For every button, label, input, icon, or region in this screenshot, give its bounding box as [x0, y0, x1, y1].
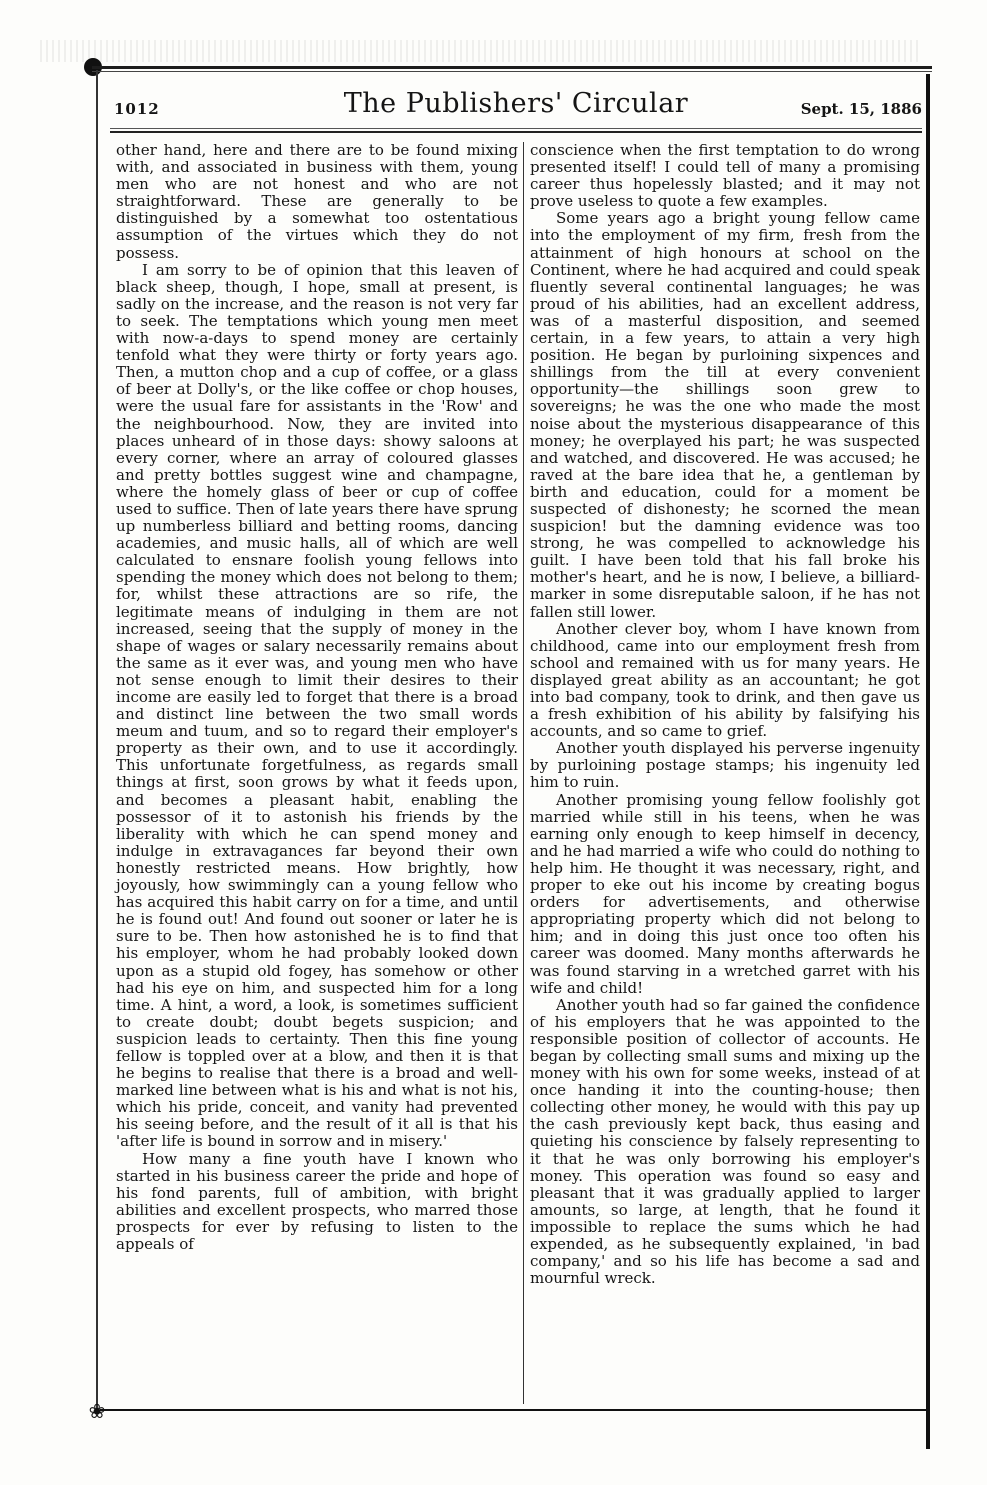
top-rule-thin — [92, 71, 932, 72]
paragraph: conscience when the first temptation to do wrong presented itself! I could tell of many a promising career thus hopelessly blasted; and it may not prove useless to quote a few examples. — [530, 141, 920, 211]
paragraph: Some years ago a bright young fellow came into the employment of my firm, fresh from the attainment of high honours at school on the Continent, where he had acquired and could speak fluently several continental languages; he was proud of his abilities, had an excellent address, was of a masterful disposition, and seemed certain, in a few years, to attain a very high position. He began by purloining sixpences and shillings from the till at every convenient opportunity—the shillings soon grew to sovereigns; he was the one who made the most noise about the mysterious disappearance of this money; he overplayed his part; he was suspected and watched, and discovered. He was accused; he raved at the bare idea that he, a gentleman by birth and education, could for a moment be suspected of dishonesty; he scorned the mean suspicion! but the damning evidence was too strong, he was compelled to acknowledge his guilt. I have been told that his fall broke his mother's heart, and he is now, I believe, a billiard-marker in some disreputable saloon, if he has not fallen still lower. — [530, 209, 920, 621]
column-divider — [523, 142, 524, 1404]
right-column — [530, 142, 920, 1287]
left-column — [116, 142, 518, 1253]
page-header — [110, 86, 922, 126]
paragraph: Another promising young fellow foolishly got married while still in his teens, when he was earning only enough to keep himself in decency, and he had married a wife who could do nothing to help him. He thought it was necessary, right, and proper to eke out his income by creating bogus orders for advertisements, and otherwise appropriating property which did not belong to him; and in doing this just once too often his career was doomed. Many months afterwards he was found starving in a wretched garret with his wife and child! — [530, 790, 920, 997]
paragraph: Another youth had so far gained the confidence of his employers that he was appointed to the responsible position of collector of accounts. He began by collecting small sums and mixing up the money with his own for some weeks, instead of at once handing it into the counting-house; then collecting other money, he would with this pay up the cash previously kept back, thus easing and quieting his conscience by falsely representing to it that he was only borrowing his employer's money. This operation was found so easy and pleasant that it was gradually applied to larger amounts, so large, at length, that he found it impossible to replace the sums which he had expended, as he subsequently explained, 'in bad company,' and so his life has become a sad and mournful wreck. — [530, 995, 920, 1288]
paragraph: How many a fine youth have I known who started in his business career the pride and hope of his fond parents, full of ambition, with bright abilities and excellent prospects, who marred those prospects for ever by refusing to listen to the appeals of — [116, 1149, 518, 1253]
paragraph: other hand, here and there are to be found mixing with, and associated in business with them, young men who are not honest and who are not straightforward. These are generally to be distinguished by a somewhat too ostentatious assumption of the virtues which they do not possess. — [116, 141, 518, 262]
left-margin-rule — [96, 70, 98, 1410]
paragraph: Another youth displayed his perverse ingenuity by purloining postage stamps; his ingenuity led him to ruin. — [530, 739, 920, 792]
scan-noise — [40, 40, 920, 62]
right-margin-rule — [926, 74, 930, 1449]
page-number: 1012 — [114, 100, 160, 118]
flower-ornament-icon: ❀ — [88, 1399, 106, 1423]
issue-date: Sept. 15, 1886 — [800, 100, 922, 118]
paragraph: I am sorry to be of opinion that this leaven of black sheep, though, I hope, small at present, is sadly on the increase, and the reason is not very far to seek. The temptations which young men meet with now-a-days to spend money are certainly tenfold what they were thirty or forty years ago. Then, a mutton chop and a cup of coffee, or a glass of beer at Dolly's, or the like coffee or chop houses, were the usual fare for assistants in the 'Row' and the neighbourhood. Now, they are invited into places unheard of in those days: showy saloons at every corner, where an array of coloured glasses and pretty bottles suggest wine and champagne, where the homely glass of beer or cup of coffee used to suffice. Then of late years there have sprung up numberless billiard and betting rooms, dancing academies, and music halls, all of which are well calculated to ensnare foolish young fellows into spending the money which does not belong to them; for, whilst these attractions are so rife, the legitimate means of indulging in them are not increased, seeing that the supply of money in the shape of wages or salary necessarily remains about the same as it ever was, and young men who have not sense enough to limit their desires to their income are easily led to forget that there is a broad and distinct line between the two small words meum and tuum, and so to regard their employer's property as their own, and to use it accordingly. This unfortunate forgetfulness, as regards small things at first, soon grows by what it feeds upon, and becomes a pleasant habit, enabling the possessor of it to astonish his friends by the liberality with which he can spend money and indulge in extravagances far beyond their own honestly restricted means. How brightly, how joyously, how swimmingly can a young fellow who has acquired this habit carry on for a time, and until he is found out! And found out sooner or later he is sure to be. Then how astonished he is to find that his employer, whom he had probably looked down upon as a stupid old fogey, has somehow or other had his eye on him, and suspected him for a long time. A hint, a word, a look, is sometimes sufficient to create doubt; doubt begets suspicion; and suspicion leads to certainty. Then this fine young fellow is toppled over at a blow, and then it is that he begins to realise that there is a broad and well-marked line between what is his and what is not his, which his pride, conceit, and vanity had prevented his seeing before, and the result of it all is that his 'after life is bound in sorrow and in misery.' — [116, 260, 518, 1151]
bottom-rule — [100, 1409, 926, 1411]
top-rule — [92, 66, 932, 69]
header-rule — [110, 128, 922, 129]
header-rule-thick — [110, 131, 922, 133]
paragraph: Another clever boy, whom I have known from childhood, came into our employment fresh from school and remained with us for many years. He displayed great ability as an accountant; he got into bad company, took to drink, and then gave us a fresh exhibition of his ability by falsifying his accounts, and so came to grief. — [530, 619, 920, 741]
journal-title: The Publishers' Circular — [343, 88, 689, 119]
